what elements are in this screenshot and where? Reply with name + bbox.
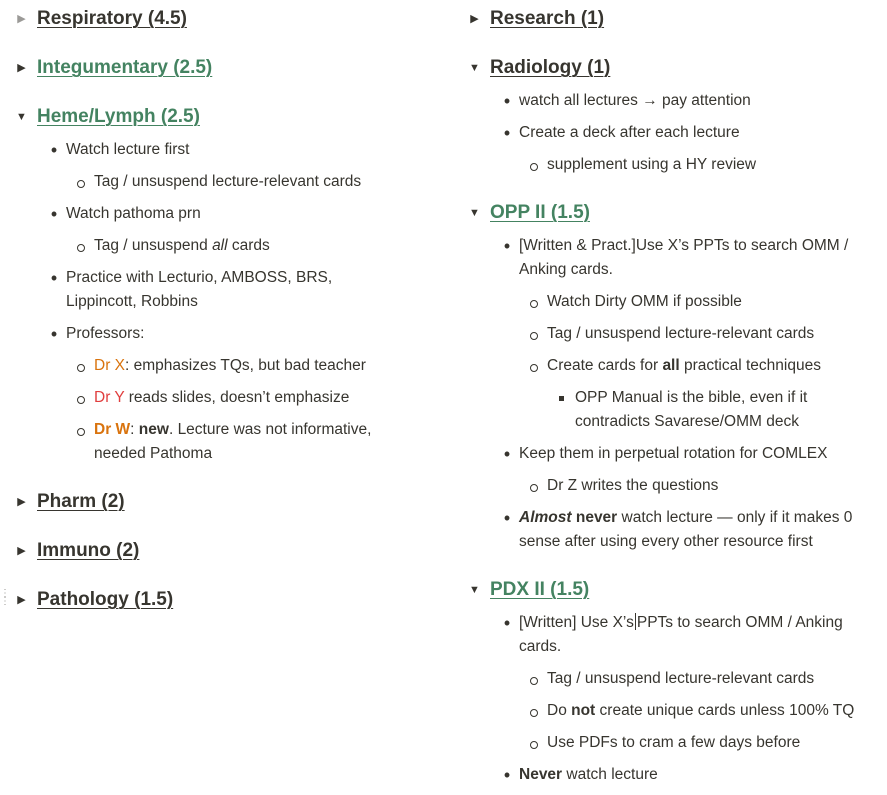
bullet-icon (501, 234, 513, 260)
list-item-text: Professors: (66, 325, 145, 342)
list-item (94, 170, 424, 194)
bold-not: not (571, 702, 596, 719)
heading-pharm: Pharm (2) (37, 491, 125, 512)
text-fragment: : emphasizes TQs, but bad teacher (125, 357, 366, 374)
bullet-icon (48, 322, 60, 348)
text-fragment: cards (227, 237, 270, 254)
list-item (94, 354, 424, 378)
emphasis-all: all (212, 237, 228, 254)
collapsed-triangle-icon[interactable]: ▶ (17, 495, 26, 508)
list-item[interactable] (519, 611, 879, 659)
list-item-text: Watch Dirty OMM if possible (547, 293, 742, 310)
list-item (66, 138, 406, 162)
list-item (94, 418, 394, 466)
emphasis-almost: Almost (519, 509, 572, 526)
text-fragment: Tag / unsuspend (94, 237, 213, 254)
list-item (519, 121, 879, 145)
text-fragment: create unique cards unless 100% TQ (595, 702, 855, 719)
circle-bullet-icon (530, 163, 538, 171)
list-item (519, 89, 879, 113)
list-item (547, 474, 877, 498)
expanded-triangle-icon[interactable]: ▼ (16, 110, 27, 123)
bullet-icon (501, 89, 513, 115)
text-fragment: practical techniques (679, 357, 821, 374)
expanded-triangle-icon[interactable]: ▼ (469, 583, 480, 596)
toggle-pdx-ii[interactable] (469, 578, 589, 602)
professor-name: Dr X (94, 357, 125, 374)
text-fragment: watch lecture (562, 766, 658, 783)
list-item-text: OPP Manual is the bible, even if it contradicts Savarese/OMM deck (575, 389, 808, 430)
circle-bullet-icon (77, 364, 85, 372)
toggle-pharm[interactable] (16, 490, 125, 514)
bullet-icon (48, 138, 60, 164)
text-fragment: Create cards for (547, 357, 663, 374)
list-item-text: Use PDFs to cram a few days before (547, 734, 801, 751)
list-item (66, 322, 406, 346)
heading-immuno: Immuno (2) (37, 540, 140, 561)
professor-name: Dr W (94, 421, 131, 438)
circle-bullet-icon (530, 332, 538, 340)
heading-radiology: Radiology (1) (490, 57, 611, 78)
text-fragment: reads slides, doesn’t emphasize (124, 389, 350, 406)
list-item-text: Watch pathoma prn (66, 205, 201, 222)
list-item (519, 506, 869, 554)
bold-never: never (571, 509, 618, 526)
text-fragment: PPTs to search OMM / Anking cards. (519, 614, 843, 655)
list-item-text: Tag / unsuspend lecture-relevant cards (547, 325, 815, 342)
list-item (547, 667, 877, 691)
list-item (547, 354, 877, 378)
list-item-text: supplement using a HY review (547, 156, 757, 173)
list-item (547, 322, 877, 346)
list-item-text: Watch lecture first (66, 141, 190, 158)
collapsed-triangle-icon[interactable]: ▶ (17, 593, 26, 606)
list-item (547, 153, 877, 177)
list-item (66, 202, 406, 226)
circle-bullet-icon (77, 180, 85, 188)
heading-pathology: Pathology (1.5) (37, 589, 174, 610)
bullet-icon (501, 611, 513, 637)
text-fragment: watch lecture — only if it makes 0 sense after using every other resource first (519, 509, 853, 550)
expanded-triangle-icon[interactable]: ▼ (469, 61, 480, 74)
list-item (94, 234, 424, 258)
collapsed-triangle-icon[interactable]: ▶ (17, 12, 26, 25)
bullet-icon (48, 266, 60, 292)
bullet-icon (501, 442, 513, 468)
toggle-opp-ii[interactable] (469, 201, 590, 225)
toggle-heme-lymph[interactable] (16, 105, 200, 129)
list-item (66, 266, 356, 314)
toggle-respiratory[interactable] (16, 7, 187, 31)
bold-new: new (138, 421, 169, 438)
toggle-research[interactable] (469, 7, 604, 31)
list-item (519, 763, 879, 787)
list-item (94, 386, 424, 410)
text-fragment: Do (547, 702, 572, 719)
list-item-text: Dr Z writes the questions (547, 477, 719, 494)
bold-never: Never (519, 766, 563, 783)
bullet-icon (501, 506, 513, 532)
list-item-text: Keep them in perpetual rotation for COMLEX (519, 445, 828, 462)
collapsed-triangle-icon[interactable]: ▶ (17, 544, 26, 557)
bold-all: all (662, 357, 680, 374)
circle-bullet-icon (77, 396, 85, 404)
circle-bullet-icon (530, 364, 538, 372)
circle-bullet-icon (530, 677, 538, 685)
collapsed-triangle-icon[interactable]: ▶ (470, 12, 479, 25)
text-fragment: : (130, 421, 139, 438)
heading-heme-lymph: Heme/Lymph (2.5) (37, 106, 200, 127)
circle-bullet-icon (530, 484, 538, 492)
circle-bullet-icon (530, 300, 538, 308)
list-item-text: [Written & Pract.]Use X’s PPTs to search OMM / Anking cards. (519, 237, 849, 278)
collapsed-triangle-icon[interactable]: ▶ (17, 61, 26, 74)
heading-integumentary: Integumentary (2.5) (37, 57, 213, 78)
list-item (547, 699, 882, 723)
circle-bullet-icon (77, 244, 85, 252)
heading-respiratory: Respiratory (4.5) (37, 8, 187, 29)
text-fragment: . Lecture was not informative, needed Pathoma (94, 421, 372, 462)
drag-handle-icon[interactable]: ⋮ ⋮ (0, 588, 10, 607)
list-item-text: Tag / unsuspend lecture-relevant cards (547, 670, 815, 687)
toggle-pathology[interactable] (16, 588, 173, 612)
list-item-text: watch all lectures → pay attention (519, 92, 751, 109)
heading-opp-ii: OPP II (1.5) (490, 202, 590, 223)
list-item-text: Create a deck after each lecture (519, 124, 740, 141)
toggle-integumentary[interactable] (16, 56, 212, 80)
toggle-radiology[interactable] (469, 56, 610, 80)
bullet-icon (501, 121, 513, 147)
list-item (575, 386, 835, 434)
bullet-icon (501, 763, 513, 789)
list-item (519, 234, 881, 282)
circle-bullet-icon (530, 741, 538, 749)
square-bullet-icon (559, 396, 564, 401)
toggle-immuno[interactable] (16, 539, 139, 563)
list-item (547, 290, 877, 314)
list-item (547, 731, 877, 755)
professor-name: Dr Y (94, 389, 125, 406)
text-cursor (635, 613, 636, 630)
circle-bullet-icon (530, 709, 538, 717)
text-fragment: [Written] Use X’s (519, 614, 634, 631)
list-item-text: Practice with Lecturio, AMBOSS, BRS, Lippincott, Robbins (66, 269, 333, 310)
list-item-text: Tag / unsuspend lecture-relevant cards (94, 173, 362, 190)
heading-research: Research (1) (490, 8, 605, 29)
bullet-icon (48, 202, 60, 228)
circle-bullet-icon (77, 428, 85, 436)
heading-pdx-ii: PDX II (1.5) (490, 579, 590, 600)
list-item (519, 442, 879, 466)
expanded-triangle-icon[interactable]: ▼ (469, 206, 480, 219)
